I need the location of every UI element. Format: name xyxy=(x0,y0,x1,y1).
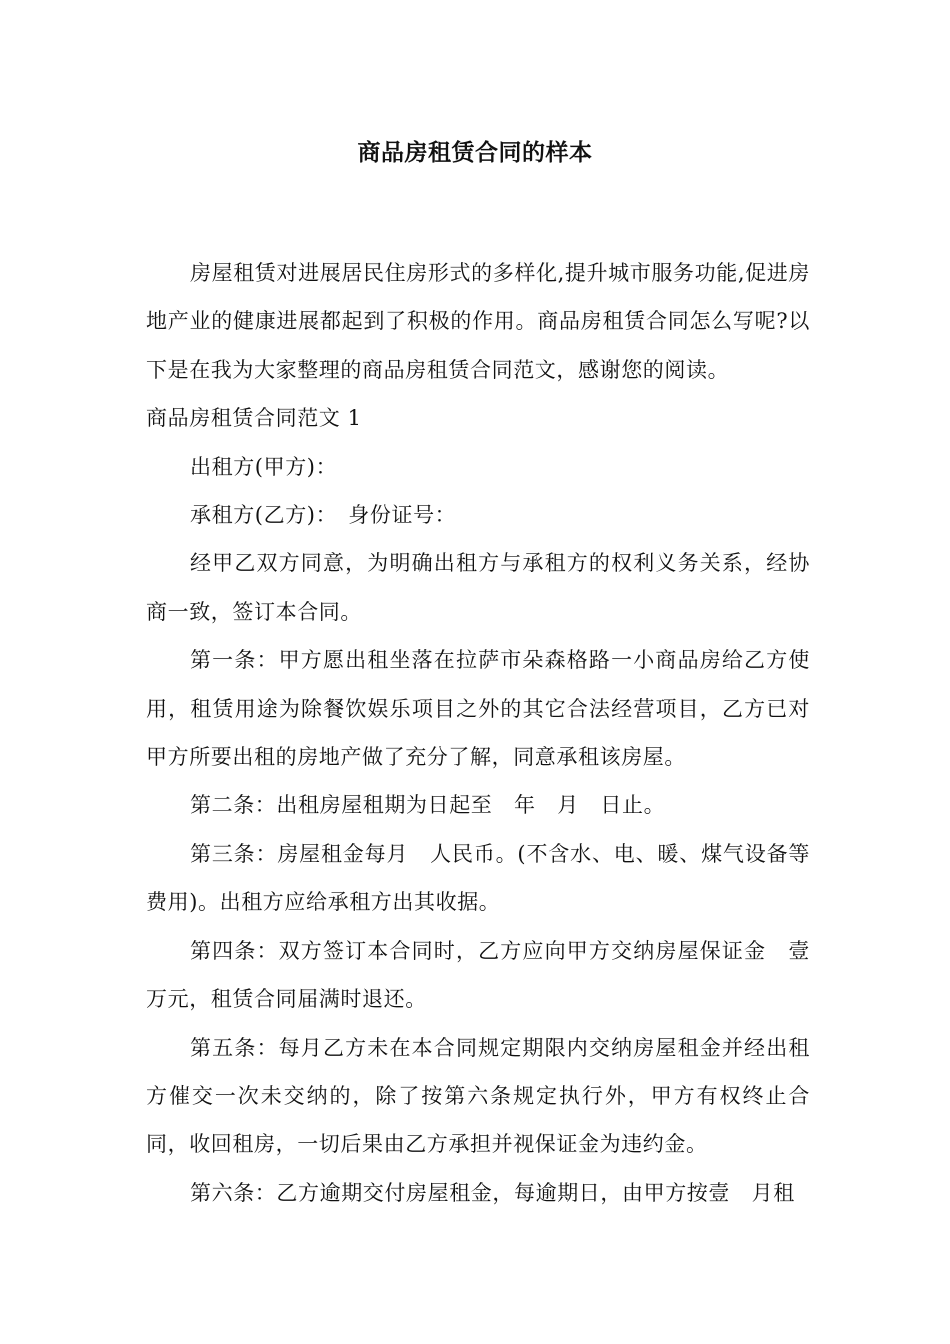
document-body xyxy=(146,249,810,1217)
paragraph-article-4: 第四条：双方签订本合同时，乙方应向甲方交纳房屋保证金 壹万元，租赁合同届满时退还。 xyxy=(146,938,810,1012)
paragraph-article-6: 第六条：乙方逾期交付房屋租金，每逾期日，由甲方按壹 月租 xyxy=(190,1180,795,1205)
paragraph-lessee: 承租方(乙方)： 身份证号： xyxy=(190,503,457,528)
paragraph-article-1: 第一条：甲方愿出租坐落在拉萨市朵森格路一小商品房给乙方使用，租赁用途为除餐饮娱乐项目之外的其它合法经营项目，乙方已对甲方所要出租的房地产做了充分了解，同意承租该房屋。 xyxy=(146,648,810,770)
document-title: 商品房租赁合同的样本 xyxy=(357,140,593,166)
paragraph-agreement: 经甲乙双方同意，为明确出租方与承租方的权利义务关系，经协商一致，签订本合同。 xyxy=(146,551,810,624)
paragraph-article-5: 第五条：每月乙方未在本合同规定期限内交纳房屋租金并经出租方催交一次未交纳的，除了按第六条规定执行外，甲方有权终止合同，收回租房，一切后果由乙方承担并视保证金为违约金。 xyxy=(146,1035,810,1157)
paragraph-intro: 房屋租赁对进展居民住房形式的多样化,提升城市服务功能,促进房地产业的健康进展都起到了积极的作用。商品房租赁合同怎么写呢?以下是在我为大家整理的商品房租赁合同范文，感谢您的阅读。 xyxy=(146,261,810,382)
paragraph-article-3: 第三条：房屋租金每月 人民币。(不含水、电、暖、煤气设备等费用)。出租方应给承租方出其收据。 xyxy=(146,841,810,915)
paragraph-lessor: 出租方(甲方)： xyxy=(190,454,338,479)
paragraph-section-heading: 商品房租赁合同范文 1 xyxy=(146,406,362,431)
paragraph-article-2: 第二条：出租房屋租期为日起至 年 月 日止。 xyxy=(190,793,666,818)
